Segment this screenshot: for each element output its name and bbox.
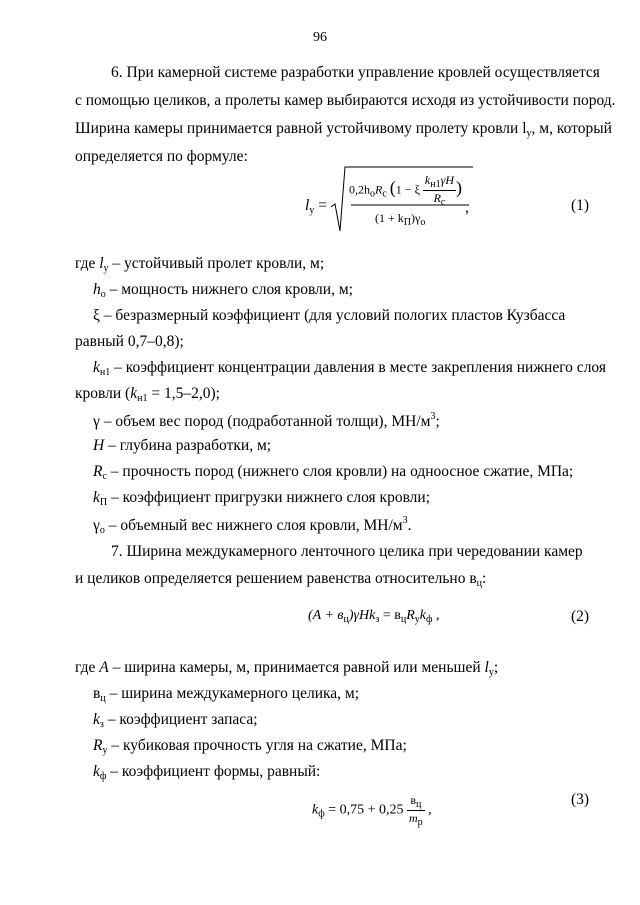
def-kn1-2: кровли $(k_{н1} = 1,5-2,0)$; bbox=[75, 385, 220, 404]
def-kp: $k_П$ – коэффициент пригрузки нижнего слоя кровли; bbox=[93, 489, 431, 508]
def-kz: $k_з$ – коэффициент запаса; bbox=[93, 711, 258, 730]
def-l: где $l_у$ – устойчивый пролет кровли, м; bbox=[75, 255, 325, 274]
p6-line-1: 6. При камерной системе разработки управление кровлей осуществляется bbox=[111, 64, 600, 81]
p6-line-4: определяется по формуле: bbox=[75, 148, 248, 165]
def-gamma: γ – объем вес пород (подработанной толщи), $МН/м^3$; bbox=[93, 411, 440, 430]
def-Rc: $R_с$ – прочность пород (нижнего слоя кровли) на одноосное сжатие, МПа; bbox=[93, 463, 574, 482]
eq1-comma: , bbox=[465, 199, 469, 216]
def-A: где A – ширина камеры, м, принимается равной или меньшей $l_у$; bbox=[75, 659, 499, 678]
eq1-denominator: $(1 + k_П)\gamma_о$ bbox=[375, 211, 426, 228]
def-vc: $в_ц$ – ширина междукамерного целика, м; bbox=[93, 685, 360, 704]
def-xi-2: равный 0,7–0,8); bbox=[75, 333, 184, 350]
def-kn1-1: $k_{н1}$ – коэффициент концентрации давления в месте закрепления нижнего слоя bbox=[93, 359, 607, 378]
equation-1-number: (1) bbox=[571, 197, 590, 214]
def-kf: $k_ф$ – коэффициент формы, равный: bbox=[93, 763, 321, 782]
eq1-numerator: $0,2h_оR_с$ (1 − ξ $\frac{k_{н1}\gamma H}{R_с}$ ) bbox=[349, 173, 463, 208]
equation-1: $l_у$ = $0,2h_оR_с$ (1 − ξ $\frac{k_{н1}\gamma H}{R_с}$ ) $(1 + k_П)\gamma_о$ , bbox=[305, 165, 475, 245]
equation-2-number: (2) bbox=[571, 608, 590, 625]
equation-3-number: (3) bbox=[571, 791, 590, 808]
equation-2: $(A + в_ц)\gamma Hk_з = в_цR_уk_ф$ , bbox=[308, 608, 440, 625]
p6-line-2: с помощью целиков, а пролеты камер выбираются исходя из устойчивости пород. bbox=[75, 92, 616, 109]
def-gamma-o: $\gamma_о$ – объемный вес нижнего слоя кровли, $МН/м^3$. bbox=[93, 515, 412, 536]
def-h: $h_о$ – мощность нижнего слоя кровли, м; bbox=[93, 281, 353, 300]
p7-line-2: и целиков определяется решением равенства относительно $в_ц$: bbox=[75, 570, 487, 589]
def-Ry: $R_у$ – кубиковая прочность угля на сжатие, МПа; bbox=[93, 737, 407, 756]
p7-line-1: 7. Ширина междукамерного ленточного целика при чередовании камер bbox=[111, 543, 583, 560]
equation-3: $k_ф = 0,75 + 0,25$ $\frac{в_ц}{m_р}$ , bbox=[312, 793, 432, 828]
def-xi-1: ξ – безразмерный коэффициент (для условий пологих пластов Кузбасса bbox=[93, 307, 566, 324]
page-number: 96 bbox=[313, 30, 327, 45]
p6-line-3: Ширина камеры принимается равной устойчивому пролету кровли $l_у$, м, который bbox=[75, 120, 612, 139]
def-H: H – глубина разработки, м; bbox=[93, 437, 272, 454]
